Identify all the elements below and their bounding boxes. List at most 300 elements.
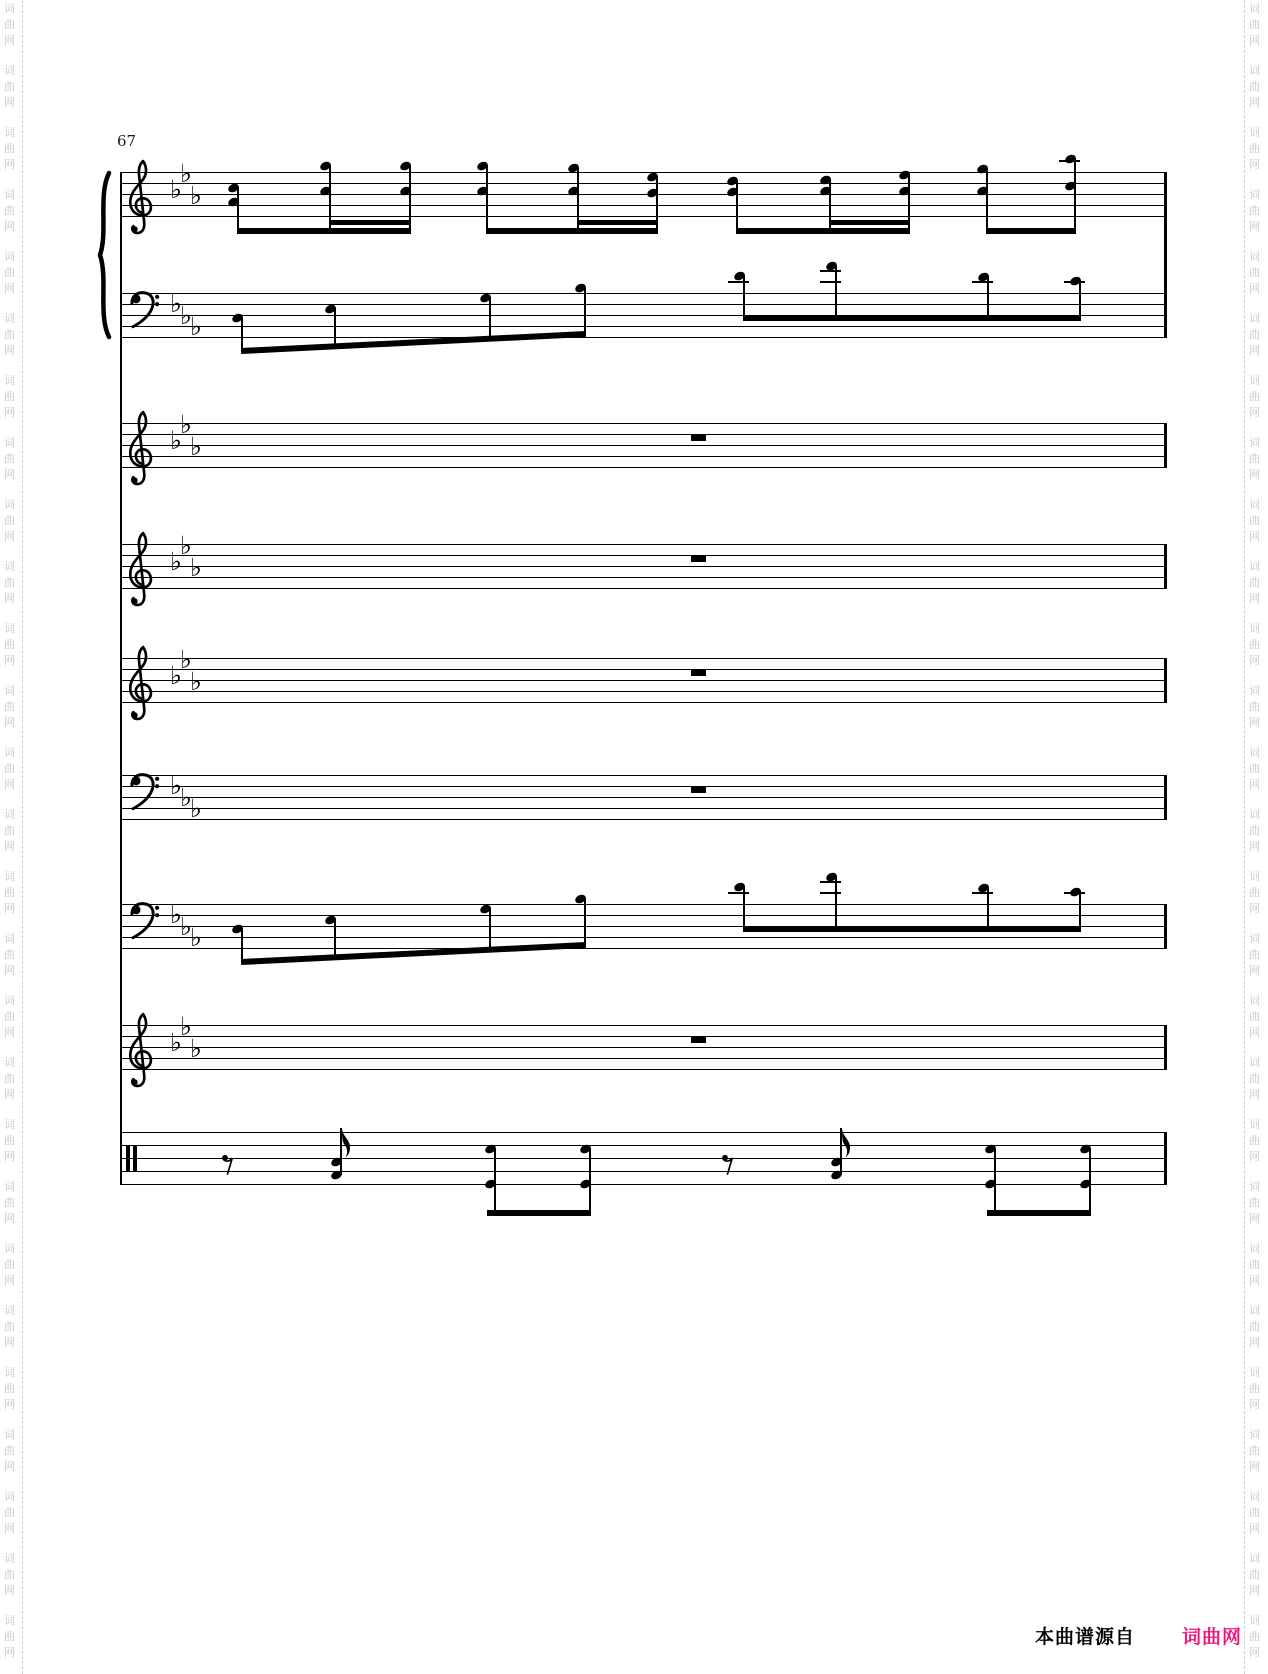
watermark-text: 曲 bbox=[4, 1568, 15, 1581]
watermark-text: 网 bbox=[1249, 592, 1260, 605]
note-stem bbox=[237, 187, 239, 233]
watermark-text: 词 bbox=[1249, 250, 1260, 263]
note-stem bbox=[329, 165, 331, 233]
watermark-text: 曲 bbox=[1249, 638, 1260, 651]
staff-line bbox=[120, 172, 1167, 173]
staff-line bbox=[120, 1025, 1167, 1026]
staff-line bbox=[120, 544, 1167, 545]
staff-line bbox=[120, 797, 1167, 798]
watermark-text: 曲 bbox=[1249, 1010, 1260, 1023]
watermark-text: 网 bbox=[1249, 902, 1260, 915]
watermark-text: 词 bbox=[1249, 64, 1260, 77]
beam bbox=[986, 228, 1076, 234]
watermark-text: 网 bbox=[4, 1460, 15, 1473]
staff-line bbox=[120, 205, 1167, 206]
note-stem bbox=[743, 275, 745, 320]
watermark-text: 曲 bbox=[4, 700, 15, 713]
watermark-text: 网 bbox=[1249, 1522, 1260, 1535]
percussion-clef-icon bbox=[126, 1145, 130, 1172]
note-stem bbox=[489, 908, 491, 952]
watermark-text: 词 bbox=[1249, 1304, 1260, 1317]
flat-sign: ♭ bbox=[180, 158, 192, 188]
note-stem bbox=[1079, 891, 1081, 931]
beam bbox=[241, 331, 586, 354]
flat-sign: ♭ bbox=[180, 409, 192, 439]
note-stem bbox=[489, 297, 491, 341]
watermark-text: 网 bbox=[4, 96, 15, 109]
staff-line bbox=[120, 658, 1167, 659]
watermark-text: 网 bbox=[1249, 1460, 1260, 1473]
note-stem bbox=[241, 928, 243, 964]
watermark-text: 网 bbox=[4, 1274, 15, 1287]
watermark-text: 曲 bbox=[4, 576, 15, 589]
ledger-line bbox=[728, 892, 749, 894]
watermark-text: 网 bbox=[1249, 1088, 1260, 1101]
note-stem bbox=[829, 179, 831, 233]
watermark-text: 曲 bbox=[1249, 18, 1260, 31]
staff-line bbox=[120, 1132, 1167, 1133]
watermark-text: 词 bbox=[1249, 870, 1260, 883]
beam bbox=[743, 926, 1081, 932]
watermark-text: 曲 bbox=[4, 1010, 15, 1023]
watermark-text: 曲 bbox=[1249, 1630, 1260, 1643]
watermark-text: 词 bbox=[4, 2, 15, 15]
note-stem bbox=[1089, 1148, 1091, 1215]
eighth-rest-icon bbox=[722, 1153, 734, 1175]
note-stem bbox=[656, 176, 658, 233]
watermark-text: 词 bbox=[1249, 932, 1260, 945]
treble-clef-icon bbox=[122, 154, 156, 240]
watermark-text: 词 bbox=[1249, 560, 1260, 573]
measure-number: 67 bbox=[117, 132, 137, 150]
watermark-text: 网 bbox=[4, 592, 15, 605]
flat-sign: ♭ bbox=[170, 771, 182, 800]
staff-line bbox=[120, 467, 1167, 468]
watermark-text: 词 bbox=[1249, 622, 1260, 635]
watermark-text: 词 bbox=[4, 1366, 15, 1379]
watermark-text: 曲 bbox=[4, 514, 15, 527]
treble-clef-icon bbox=[122, 640, 156, 726]
watermark-text: 网 bbox=[4, 530, 15, 543]
watermark-text: 词 bbox=[4, 1428, 15, 1441]
watermark-text: 网 bbox=[1249, 654, 1260, 667]
flat-sign: ♭ bbox=[180, 783, 192, 812]
beam bbox=[487, 1210, 591, 1216]
watermark-text: 词 bbox=[1249, 746, 1260, 759]
staff-line bbox=[120, 1069, 1167, 1070]
flat-sign: ♭ bbox=[170, 426, 182, 455]
percussion-clef-icon bbox=[133, 1145, 137, 1172]
note-stem bbox=[908, 174, 910, 233]
watermark-text: 词 bbox=[4, 1304, 15, 1317]
watermark-text: 词 bbox=[4, 126, 15, 139]
watermark-text: 词 bbox=[1249, 312, 1260, 325]
note-stem bbox=[736, 180, 738, 233]
watermark-text: 词 bbox=[1249, 808, 1260, 821]
staff-line bbox=[120, 937, 1167, 938]
beam bbox=[486, 228, 658, 234]
watermark-text: 网 bbox=[1249, 158, 1260, 171]
watermark-text: 词 bbox=[1249, 1552, 1260, 1565]
note-stem bbox=[589, 1148, 591, 1215]
end-barline bbox=[1164, 423, 1167, 467]
end-barline bbox=[1164, 1132, 1167, 1184]
watermark-text: 网 bbox=[1249, 344, 1260, 357]
eighth-flag-icon bbox=[341, 1128, 352, 1158]
watermark-text: 曲 bbox=[1249, 762, 1260, 775]
watermark-text: 网 bbox=[4, 840, 15, 853]
watermark-text: 曲 bbox=[4, 824, 15, 837]
note-stem bbox=[987, 887, 989, 931]
watermark-text: 网 bbox=[4, 1646, 15, 1659]
watermark-text: 曲 bbox=[4, 328, 15, 341]
watermark-text: 词 bbox=[4, 684, 15, 697]
note-stem bbox=[986, 168, 988, 233]
watermark-text: 网 bbox=[1249, 468, 1260, 481]
flat-sign: ♭ bbox=[180, 912, 192, 941]
watermark-text: 词 bbox=[4, 1552, 15, 1565]
staff-line bbox=[120, 577, 1167, 578]
watermark-text: 网 bbox=[4, 468, 15, 481]
watermark-text: 曲 bbox=[4, 1134, 15, 1147]
watermark-text: 网 bbox=[1249, 840, 1260, 853]
watermark-text: 曲 bbox=[4, 80, 15, 93]
staff-line bbox=[120, 915, 1167, 916]
eighth-flag-icon bbox=[841, 1128, 852, 1158]
watermark-text: 词 bbox=[1249, 436, 1260, 449]
grand-staff-brace-icon bbox=[92, 170, 114, 340]
watermark-text: 词 bbox=[4, 436, 15, 449]
staff-line bbox=[120, 680, 1167, 681]
watermark-text: 曲 bbox=[4, 638, 15, 651]
beam bbox=[736, 228, 910, 234]
watermark-text: 曲 bbox=[1249, 1568, 1260, 1581]
flat-sign: ♭ bbox=[170, 1028, 182, 1057]
note-stem bbox=[835, 265, 837, 320]
flat-sign: ♭ bbox=[190, 431, 202, 461]
watermark-text: 词 bbox=[1249, 1366, 1260, 1379]
note-stem bbox=[743, 886, 745, 931]
watermark-text: 词 bbox=[4, 1242, 15, 1255]
watermark-text: 词 bbox=[1249, 1242, 1260, 1255]
staff-line bbox=[120, 183, 1167, 184]
end-barline bbox=[1164, 775, 1167, 819]
staff-line bbox=[120, 456, 1167, 457]
ledger-line bbox=[820, 281, 841, 283]
watermark-text: 曲 bbox=[1249, 390, 1260, 403]
staff-line bbox=[120, 669, 1167, 670]
flat-sign: ♭ bbox=[170, 547, 182, 576]
staff-line bbox=[120, 819, 1167, 820]
watermark-text: 曲 bbox=[4, 1320, 15, 1333]
end-barline bbox=[1164, 904, 1167, 948]
watermark-text: 词 bbox=[4, 1490, 15, 1503]
note-stem bbox=[486, 165, 488, 233]
ledger-line bbox=[728, 281, 749, 283]
note-stem bbox=[577, 167, 579, 233]
watermark-text: 网 bbox=[4, 1150, 15, 1163]
watermark-text: 词 bbox=[4, 250, 15, 263]
note-stem bbox=[334, 919, 336, 959]
whole-rest bbox=[691, 669, 706, 676]
end-barline bbox=[1164, 544, 1167, 588]
watermark-text: 网 bbox=[4, 716, 15, 729]
watermark-text: 网 bbox=[4, 158, 15, 171]
watermark-text: 网 bbox=[1249, 716, 1260, 729]
watermark-text: 网 bbox=[1249, 1646, 1260, 1659]
staff-line bbox=[120, 445, 1167, 446]
flat-sign: ♭ bbox=[170, 289, 182, 318]
watermark-text: 词 bbox=[1249, 1428, 1260, 1441]
watermark-text: 网 bbox=[4, 902, 15, 915]
watermark-text: 网 bbox=[1249, 406, 1260, 419]
watermark-text: 网 bbox=[4, 1088, 15, 1101]
staff-line bbox=[120, 1171, 1167, 1172]
whole-rest bbox=[691, 786, 706, 793]
note-stem bbox=[241, 317, 243, 353]
watermark-text: 曲 bbox=[1249, 1320, 1260, 1333]
staff-line bbox=[120, 1036, 1167, 1037]
watermark-text: 网 bbox=[1249, 1026, 1260, 1039]
watermark-text: 词 bbox=[4, 622, 15, 635]
watermark-text: 曲 bbox=[4, 1506, 15, 1519]
watermark-text: 网 bbox=[1249, 964, 1260, 977]
bass-clef-icon bbox=[128, 290, 160, 332]
flat-sign: ♭ bbox=[190, 312, 202, 341]
watermark-text: 曲 bbox=[1249, 1072, 1260, 1085]
ledger-line bbox=[820, 892, 841, 894]
staff-line bbox=[120, 1145, 1167, 1146]
watermark-text: 曲 bbox=[4, 1196, 15, 1209]
watermark-text: 网 bbox=[1249, 1150, 1260, 1163]
watermark-text: 曲 bbox=[1249, 1258, 1260, 1271]
watermark-text: 曲 bbox=[1249, 1134, 1260, 1147]
flat-sign: ♭ bbox=[170, 661, 182, 690]
end-barline bbox=[1164, 172, 1167, 337]
bass-clef-icon bbox=[128, 901, 160, 943]
footer-site-name: 词曲网 bbox=[1182, 1626, 1243, 1648]
watermark-text: 网 bbox=[1249, 1336, 1260, 1349]
end-barline bbox=[1164, 1025, 1167, 1069]
staff-line bbox=[120, 326, 1167, 327]
watermark-text: 网 bbox=[4, 654, 15, 667]
watermark-text: 词 bbox=[1249, 684, 1260, 697]
note-stem bbox=[584, 898, 586, 947]
note-stem bbox=[494, 1148, 496, 1215]
watermark-text: 词 bbox=[4, 932, 15, 945]
watermark-text: 网 bbox=[4, 34, 15, 47]
watermark-text: 词 bbox=[4, 498, 15, 511]
watermark-text: 曲 bbox=[4, 948, 15, 961]
watermark-text: 词 bbox=[1249, 1056, 1260, 1069]
beam bbox=[829, 220, 910, 225]
watermark-text: 网 bbox=[1249, 778, 1260, 791]
watermark-text: 词 bbox=[4, 870, 15, 883]
treble-clef-icon bbox=[122, 1007, 156, 1093]
watermark-text: 网 bbox=[1249, 530, 1260, 543]
footer-source-text: 本曲谱源自 bbox=[1035, 1626, 1136, 1648]
watermark-text: 词 bbox=[4, 188, 15, 201]
flat-sign: ♭ bbox=[190, 923, 202, 952]
staff-line bbox=[120, 775, 1167, 776]
watermark-text: 词 bbox=[1249, 1180, 1260, 1193]
watermark-text: 曲 bbox=[4, 204, 15, 217]
watermark-text: 网 bbox=[1249, 96, 1260, 109]
watermark-text: 曲 bbox=[4, 1258, 15, 1271]
note-stem bbox=[835, 876, 837, 931]
flat-sign: ♭ bbox=[170, 175, 182, 204]
treble-clef-icon bbox=[122, 405, 156, 491]
flat-sign: ♭ bbox=[180, 530, 192, 560]
watermark-text: 曲 bbox=[1249, 886, 1260, 899]
watermark-text: 曲 bbox=[1249, 328, 1260, 341]
staff-line bbox=[120, 434, 1167, 435]
watermark-text: 词 bbox=[4, 1614, 15, 1627]
watermark-text: 词 bbox=[1249, 374, 1260, 387]
beam bbox=[743, 315, 1081, 321]
end-barline bbox=[1164, 658, 1167, 702]
watermark-text: 曲 bbox=[1249, 80, 1260, 93]
flat-sign: ♭ bbox=[180, 1011, 192, 1041]
watermark-text: 词 bbox=[1249, 188, 1260, 201]
watermark-text: 网 bbox=[4, 1398, 15, 1411]
watermark-text: 词 bbox=[1249, 126, 1260, 139]
watermark-text: 网 bbox=[1249, 1398, 1260, 1411]
watermark-text: 词 bbox=[1249, 1490, 1260, 1503]
watermark-text: 网 bbox=[1249, 1584, 1260, 1597]
staff-line bbox=[120, 1184, 1167, 1185]
watermark-text: 词 bbox=[4, 374, 15, 387]
beam bbox=[577, 220, 658, 225]
watermark-text: 曲 bbox=[4, 390, 15, 403]
watermark-text: 曲 bbox=[4, 452, 15, 465]
note-stem bbox=[1079, 280, 1081, 320]
watermark-text: 曲 bbox=[4, 1630, 15, 1643]
watermark-text: 词 bbox=[4, 1180, 15, 1193]
watermark-text: 曲 bbox=[1249, 1382, 1260, 1395]
staff-line bbox=[120, 216, 1167, 217]
watermark-text: 网 bbox=[4, 344, 15, 357]
whole-rest bbox=[691, 555, 706, 562]
watermark-text: 曲 bbox=[1249, 700, 1260, 713]
staff-line bbox=[120, 904, 1167, 905]
staff-line bbox=[120, 1158, 1167, 1159]
treble-clef-icon bbox=[122, 526, 156, 612]
watermark-text: 网 bbox=[4, 1212, 15, 1225]
watermark-text: 词 bbox=[1249, 1614, 1260, 1627]
staff-line bbox=[120, 1058, 1167, 1059]
staff-line bbox=[120, 948, 1167, 949]
watermark-text: 网 bbox=[4, 1522, 15, 1535]
note-stem bbox=[1074, 158, 1076, 233]
flat-sign: ♭ bbox=[190, 552, 202, 582]
staff-line bbox=[120, 423, 1167, 424]
footer bbox=[1035, 1622, 1243, 1649]
watermark-text: 词 bbox=[4, 560, 15, 573]
watermark-text: 网 bbox=[4, 282, 15, 295]
watermark-text: 曲 bbox=[1249, 204, 1260, 217]
note-stem bbox=[334, 308, 336, 348]
watermark-text: 网 bbox=[1249, 34, 1260, 47]
watermark-text: 网 bbox=[4, 1336, 15, 1349]
watermark-text: 词 bbox=[1249, 994, 1260, 1007]
watermark-text: 词 bbox=[4, 1056, 15, 1069]
watermark-text: 词 bbox=[1249, 1118, 1260, 1131]
watermark-text: 词 bbox=[4, 994, 15, 1007]
watermark-text: 曲 bbox=[1249, 1506, 1260, 1519]
watermark-text: 网 bbox=[1249, 282, 1260, 295]
watermark-text: 曲 bbox=[1249, 1444, 1260, 1457]
watermark-text: 曲 bbox=[4, 1444, 15, 1457]
watermark-text: 曲 bbox=[4, 886, 15, 899]
watermark-text: 词 bbox=[4, 808, 15, 821]
flat-sign: ♭ bbox=[190, 794, 202, 823]
note-stem bbox=[987, 276, 989, 320]
watermark-text: 词 bbox=[1249, 498, 1260, 511]
staff-line bbox=[120, 566, 1167, 567]
flat-sign: ♭ bbox=[180, 644, 192, 674]
watermark-text: 词 bbox=[1249, 2, 1260, 15]
watermark-text: 曲 bbox=[1249, 1196, 1260, 1209]
watermark-text: 曲 bbox=[4, 762, 15, 775]
watermark-text: 词 bbox=[4, 746, 15, 759]
watermark-text: 曲 bbox=[4, 1072, 15, 1085]
flat-sign: ♭ bbox=[180, 301, 192, 330]
watermark-text: 词 bbox=[4, 312, 15, 325]
watermark-text: 曲 bbox=[4, 1382, 15, 1395]
staff-line bbox=[120, 808, 1167, 809]
watermark-text: 曲 bbox=[1249, 266, 1260, 279]
watermark-text: 网 bbox=[1249, 1274, 1260, 1287]
watermark-text: 曲 bbox=[1249, 576, 1260, 589]
beam bbox=[329, 220, 411, 225]
note-stem bbox=[584, 287, 586, 336]
watermark-text: 网 bbox=[4, 1584, 15, 1597]
watermark-dashed-rule bbox=[22, 0, 23, 1674]
beam bbox=[237, 228, 411, 234]
staff-line bbox=[120, 702, 1167, 703]
watermark-text: 网 bbox=[4, 964, 15, 977]
staff-line bbox=[120, 691, 1167, 692]
flat-sign: ♭ bbox=[190, 180, 202, 210]
watermark-text: 词 bbox=[4, 64, 15, 77]
system-barline bbox=[120, 172, 122, 1184]
staff-line bbox=[120, 293, 1167, 294]
staff-line bbox=[120, 588, 1167, 589]
staff-line bbox=[120, 555, 1167, 556]
staff-line bbox=[120, 304, 1167, 305]
watermark-text: 曲 bbox=[4, 266, 15, 279]
flat-sign: ♭ bbox=[170, 900, 182, 929]
staff-line bbox=[120, 194, 1167, 195]
flat-sign: ♭ bbox=[190, 1033, 202, 1063]
watermark-text: 曲 bbox=[1249, 514, 1260, 527]
watermark-text: 曲 bbox=[1249, 142, 1260, 155]
watermark-text: 网 bbox=[1249, 220, 1260, 233]
watermark-text: 词 bbox=[4, 1118, 15, 1131]
eighth-rest-icon bbox=[222, 1153, 234, 1175]
staff-line bbox=[120, 786, 1167, 787]
whole-rest bbox=[691, 434, 706, 441]
watermark-dashed-rule bbox=[1244, 0, 1245, 1674]
staff-line bbox=[120, 1047, 1167, 1048]
watermark-text: 网 bbox=[4, 220, 15, 233]
watermark-text: 曲 bbox=[4, 142, 15, 155]
staff-line bbox=[120, 337, 1167, 338]
watermark-text: 网 bbox=[1249, 1212, 1260, 1225]
note-stem bbox=[994, 1148, 996, 1215]
watermark-text: 网 bbox=[4, 406, 15, 419]
